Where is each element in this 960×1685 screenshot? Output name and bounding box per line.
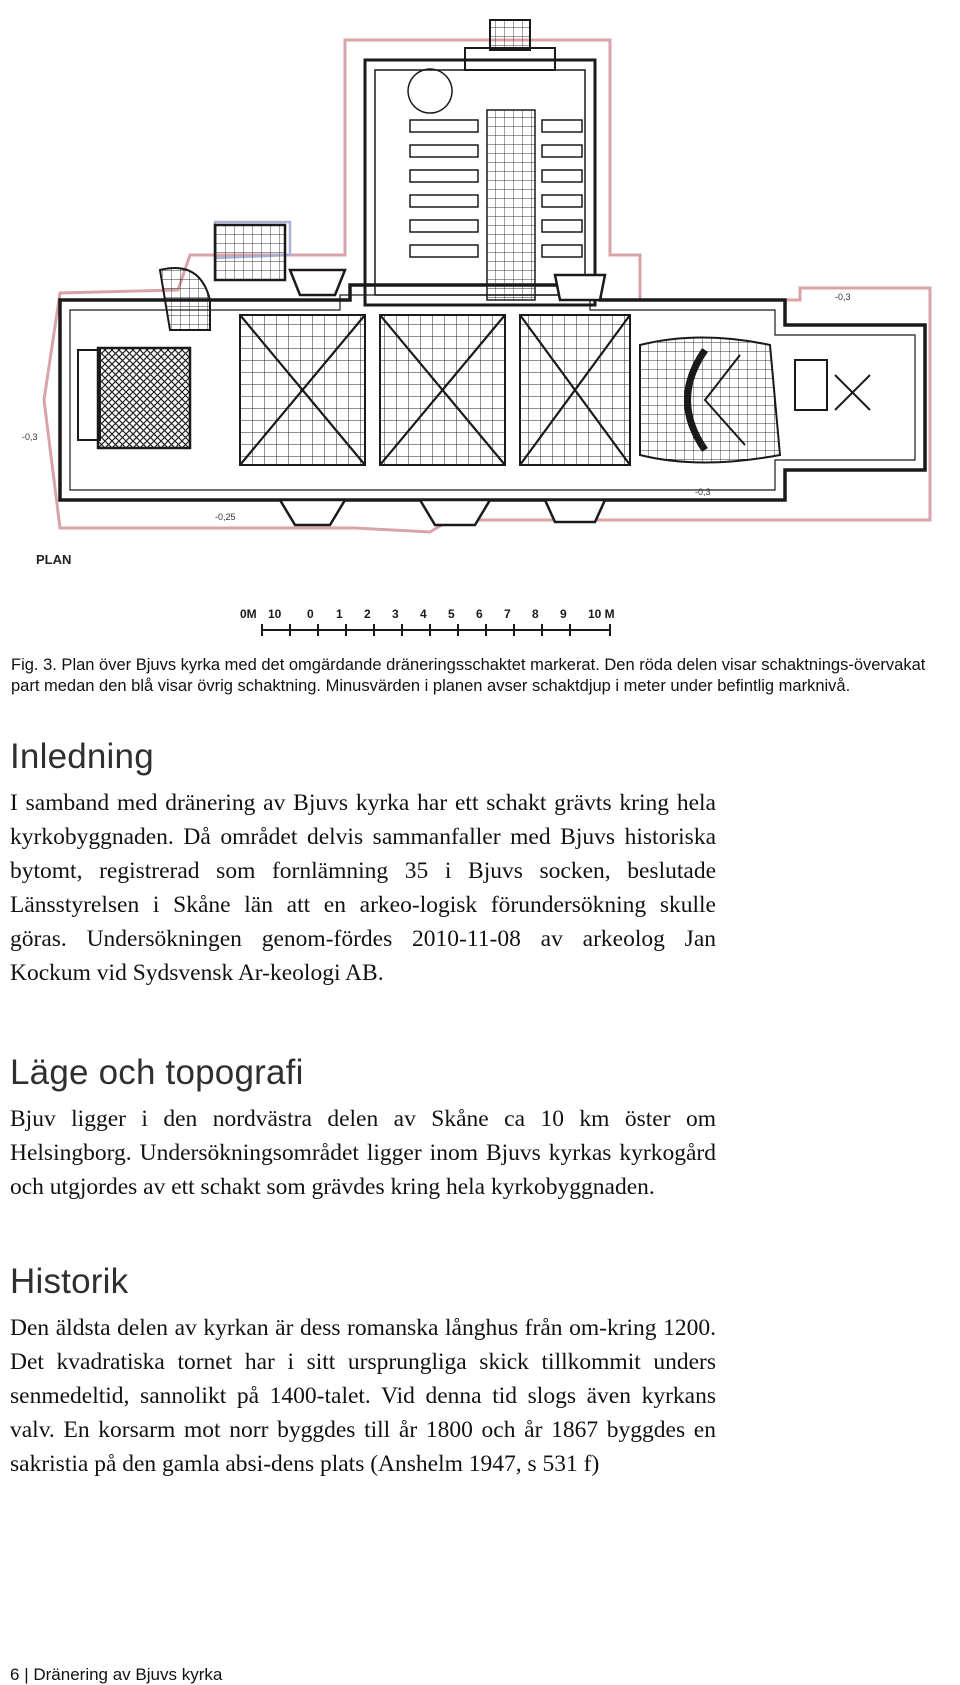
scale-label: 3 bbox=[392, 607, 399, 621]
section-heading-lage-och-topografi: Läge och topografi bbox=[10, 1053, 304, 1092]
north-aisle-grid bbox=[487, 110, 535, 300]
scale-label: 10 bbox=[268, 607, 282, 621]
scale-label: 0 bbox=[307, 607, 314, 621]
scale-label: 2 bbox=[364, 607, 371, 621]
scale-label: 10 M bbox=[588, 607, 615, 621]
scale-label: 1 bbox=[336, 607, 343, 621]
figure-caption: Fig. 3. Plan över Bjuvs kyrka med det omgärdande dräneringsschaktet markerat. Den röda delen visar schaktnings-övervakat part medan den blå visar övrig schaktning. Minusvärden i planen avser schaktdjup i meter under befintlig marknivå. bbox=[11, 656, 926, 695]
scale-label: 8 bbox=[532, 607, 539, 621]
level-mark: -0,3 bbox=[695, 487, 711, 497]
apse-vault bbox=[640, 338, 780, 463]
document-title: Dränering av Bjuvs kyrka bbox=[33, 1665, 223, 1684]
level-mark: -0,3 bbox=[835, 292, 851, 302]
church-floor-plan-drawing bbox=[0, 0, 960, 650]
plan-label: PLAN bbox=[36, 552, 72, 567]
section-body-lage-och-topografi: Bjuv ligger i den nordvästra delen av Skåne ca 10 km öster om Helsingborg. Undersökningsområdet ligger inom Bjuvs kyrkas kyrkogård och utgjordes av ett schakt som grävdes kring hela kyrkobyggnaden. bbox=[10, 1106, 716, 1200]
church-plan-figure bbox=[0, 0, 960, 650]
section-heading-inledning: Inledning bbox=[10, 737, 154, 776]
scale-label: 7 bbox=[504, 607, 511, 621]
section-heading-historik: Historik bbox=[10, 1262, 129, 1301]
section-body-inledning: I samband med dränering av Bjuvs kyrka har ett schakt grävts kring hela kyrkobyggnaden. Då området delvis sammanfaller med Bjuvs historiska bytomt, registrerad som fornlämning 35 i Bjuvs socken, beslutade Länsstyrelsen i Skåne län att en arkeo-logisk förundersökning skulle göras. Undersökningen genom-fördes 2010-11-08 av arkeolog Jan Kockum vid Sydsvensk Ar-keologi AB. bbox=[10, 790, 716, 986]
nave-vault-bays bbox=[240, 315, 630, 465]
scale-label: 6 bbox=[476, 607, 483, 621]
scale-label: 0M bbox=[240, 607, 257, 621]
level-mark: -0,3 bbox=[22, 432, 38, 442]
scale-label: 5 bbox=[448, 607, 455, 621]
section-body-historik: Den äldsta delen av kyrkan är dess romanska långhus från om-kring 1200. Det kvadratiska tornet har i sitt ursprungliga skick tillkommit unders senmedeltid, sannolikt på 1400-talet. Vid denna tid slogs även kyrkans valv. En korsarm mot norr byggdes till år 1800 och år 1867 byggdes en sakristia på den gamla absi-dens plats (Anshelm 1947, s 531 f) bbox=[10, 1315, 716, 1477]
footer-separator: | bbox=[24, 1665, 29, 1684]
level-mark: -0,25 bbox=[215, 512, 236, 522]
scale-label: 4 bbox=[420, 607, 427, 621]
page-footer bbox=[10, 1665, 222, 1685]
scale-label: 9 bbox=[560, 607, 567, 621]
page-number: 6 bbox=[10, 1665, 20, 1684]
scale-bar bbox=[262, 624, 610, 636]
